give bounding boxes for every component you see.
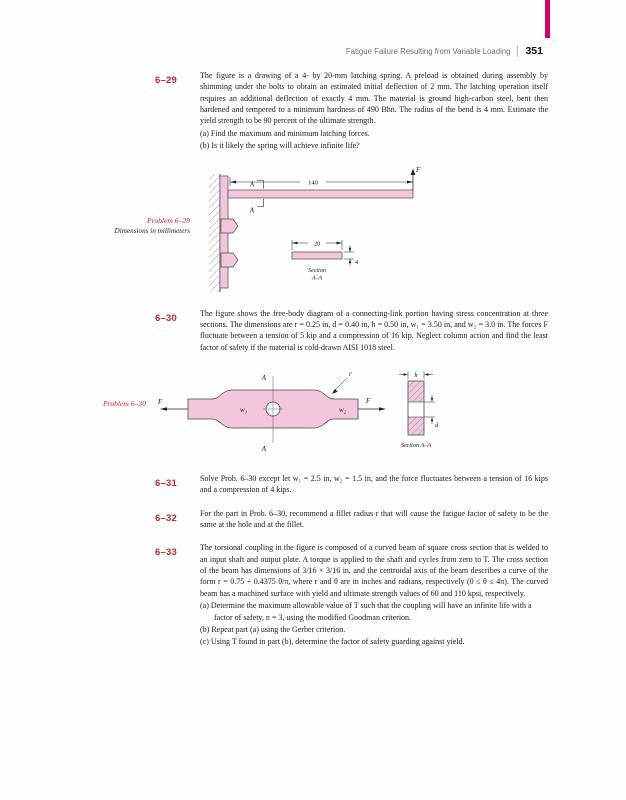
dimension-140 xyxy=(230,177,413,189)
problem-number: 6–33 xyxy=(155,547,177,559)
figure-6-29-captions xyxy=(0,160,200,296)
figure-6-29-drawing-area xyxy=(200,160,435,296)
force-left-label: F xyxy=(158,397,163,406)
dimension-20-label: 20 xyxy=(314,240,320,247)
bolt-upper xyxy=(221,219,238,233)
problem-part-c: (c) Using T found in part (b), determine the factor of safety guarding against yield. xyxy=(200,637,465,647)
problem-6-31 xyxy=(0,473,626,496)
figure-caption: Problem 6–29 xyxy=(147,215,190,225)
problem-6-33 xyxy=(0,542,626,647)
problem-text: For the part in Prob. 6–30, recommend a fillet radius r that will cause the fatigue factor of safety to be the same at the hole and at the fillet. xyxy=(200,508,548,530)
problem-6-29 xyxy=(0,70,626,152)
figure-6-30-drawing-area xyxy=(152,363,452,457)
page-number: 351 xyxy=(525,45,543,57)
w1-label: w₁ xyxy=(240,405,248,414)
section-mark-bottom: A xyxy=(249,207,254,215)
problem-text: The figure shows the free-body diagram of a connecting-link portion having stress concentration at three sections. The dimensions are r = 0.25 in, d = 0.40 in, h = 0.50 in, w₁ = 3.50 in, and w₂ = 3.0 in. The forces F fluctuate between a tension of 5 kip and a compression of 16 kip. Neglect column action and find the least factor of safety if the material is cold-drawn AISI 1018 steel. xyxy=(200,308,548,352)
problem-part-b: (b) Repeat part (a) using the Gerber criterion. xyxy=(200,624,346,634)
problem-6-29-body xyxy=(200,70,548,152)
problem-6-30-body xyxy=(200,308,548,353)
radius-label: r xyxy=(349,369,352,378)
left-force-arrow xyxy=(157,398,188,411)
problem-6-32 xyxy=(0,508,626,531)
problem-6-29-margin xyxy=(0,70,200,88)
problem-part-b: (b) Is it likely the spring will achieve infinite life? xyxy=(200,141,360,151)
figure-caption: Problem 6–30 xyxy=(103,398,146,408)
problem-text: The torsional coupling in the figure is composed of a curved beam of square cross section that is welded to an input shaft and output plate. A torque is applied to the shaft and cycles from zero to T. The cross section of the beam has dimensions of 3/16 × 3/16 in, and the centroidal axis of the beam describes a curve of the form r = 0.75 + 0.4375 θ/π, where r and θ are in inches and radians, respectively (0 ≤ θ ≤ 4π). The curved beam has a machined surface with yield and ultimate strength values of 60 and 110 kpsi, respectively. xyxy=(200,543,548,598)
spring-arm xyxy=(228,190,413,198)
figure-6-29 xyxy=(0,160,626,296)
section-view xyxy=(399,371,439,449)
problem-6-31-margin xyxy=(0,473,200,491)
hole-diameter-label: d xyxy=(435,421,439,429)
running-header xyxy=(346,45,543,57)
section-caption: Section A–A xyxy=(400,441,432,449)
section-mark-top: A xyxy=(261,373,266,382)
chapter-accent-bar xyxy=(545,0,550,38)
problem-number: 6–31 xyxy=(155,477,177,489)
problem-number: 6–32 xyxy=(155,512,177,524)
thickness-label: h xyxy=(414,371,418,379)
running-header-title: Fatigue Failure Resulting from Variable Loading xyxy=(345,46,511,56)
problem-6-32-body xyxy=(200,508,548,531)
figure-6-30-captions xyxy=(0,363,152,457)
section-mark-top: A xyxy=(249,181,254,189)
w2-label: w₂ xyxy=(339,405,347,414)
figure-caption-units: Dimensions in millimeters xyxy=(114,227,190,236)
latching-spring-figure xyxy=(200,160,435,296)
force-arrow xyxy=(411,166,421,190)
problem-6-30 xyxy=(0,308,626,353)
dimension-4-label: 4 xyxy=(355,259,358,266)
problem-text: The figure is a drawing of a 4- by 20-mm latching spring. A preload is obtained during assembly by shimming under the bolts to obtain an estimated initial deflection of 2 mm. The latching operation itself requires an additional deflection of exactly 4 mm. The material is ground high-carbon steel, bent then hardened and tempered to a minimum hardness of 490 Bhn. The radius of the bend is 4 mm. Estimate the yield strength to be 90 percent of the ultimate strength. xyxy=(200,71,548,126)
problem-6-33-margin xyxy=(0,542,200,560)
problem-part-a: (a) Find the maximum and minimum latching forces. xyxy=(200,128,370,138)
header-divider xyxy=(517,46,518,57)
problem-6-31-body xyxy=(200,473,548,496)
connecting-link-figure xyxy=(152,363,452,457)
section-caption-line1: Section xyxy=(308,267,326,274)
force-label: F xyxy=(416,165,421,174)
problem-part-a: (a) Determine the maximum allowable value of T such that the coupling will have an infinite life with a factor of safety, n = 3, using the modified Goodman criterion. xyxy=(200,601,532,622)
wall-hatching xyxy=(209,174,220,292)
problem-6-30-margin xyxy=(0,308,200,326)
problem-6-32-margin xyxy=(0,508,200,526)
right-force-arrow xyxy=(358,397,386,411)
problem-text: Solve Prob. 6–30 except let w₁ = 2.5 in, w₂ = 1.5 in, and the force fluctuates between a tension of 16 kips and a compression of 4 kips. xyxy=(200,473,548,495)
problem-number: 6–30 xyxy=(155,312,177,324)
fillet-radius-callout xyxy=(332,370,352,394)
section-detail xyxy=(292,240,358,282)
bolt-lower xyxy=(221,253,238,267)
section-mark-bottom: A xyxy=(261,444,266,453)
figure-6-30 xyxy=(0,363,626,457)
force-right-label: F xyxy=(366,396,371,405)
section-strip xyxy=(292,252,342,259)
problem-6-33-body xyxy=(200,542,548,647)
problem-number: 6–29 xyxy=(155,75,177,86)
section-caption-line2: A–A xyxy=(311,275,323,282)
dimension-140-label: 140 xyxy=(308,179,318,187)
